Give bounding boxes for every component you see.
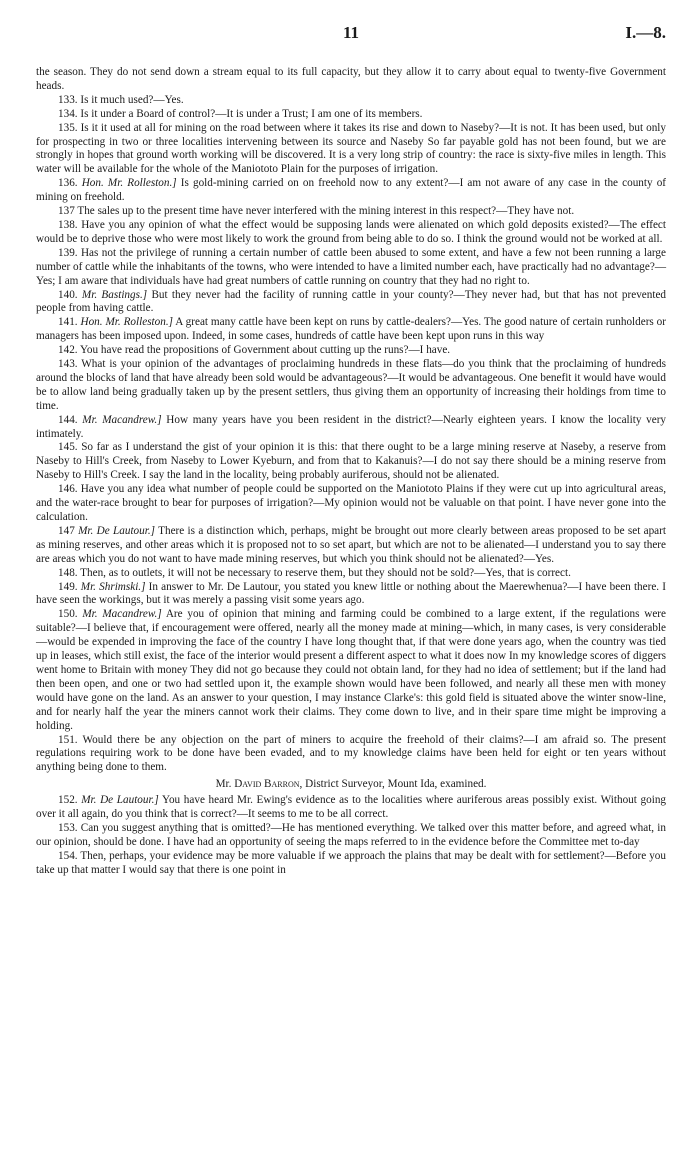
question-paragraph: [36, 177, 666, 205]
paragraph-text: 143. What is your opinion of the advantages of proclaiming hundreds in these flats—do you think that the proclaiming of hundreds around the blocks of land that have already been sold would be advantageous?—It would be advantageous. One benefit it would have would be to allow land being gradually taken up by the present settlers, thus giving them an opportunity of increasing their holdings from time to time.: [36, 358, 666, 412]
witness-description: , District Surveyor, Mount Ida, examined.: [299, 778, 487, 791]
speaker-name: Mr. De Lautour.]: [81, 794, 159, 807]
document-reference: I.—8.: [625, 23, 666, 42]
question-paragraph: [36, 794, 666, 822]
question-number: 144.: [58, 413, 78, 426]
question-paragraph: [36, 219, 666, 247]
paragraph-text: 138. Have you any opinion of what the effect would be supposing lands were alienated on which gold deposits existed?—The effect would be to deprive those who were most likely to work the ground from being able to do so. I think the ground would not be worked at all.: [36, 218, 666, 245]
question-paragraph: [36, 822, 666, 850]
paragraph-text: Is gold-mining carried on on freehold now to any extent?—I am not aware of any case in the county of mining on freehold.: [36, 177, 667, 204]
question-paragraph: [36, 525, 666, 567]
paragraph-text: 148. Then, as to outlets, it will not be necessary to reserve them, but they should not be sold?—Yes, that is correct.: [58, 566, 571, 579]
question-paragraph: [36, 94, 666, 108]
paragraph-text: You have heard Mr. Ewing's evidence as to the localities where auriferous areas possibly exist. Without going over it all again, do you think that is correct?—It seems to me to be all correct.: [36, 794, 667, 821]
question-number: 147: [58, 524, 75, 537]
paragraph-text: In answer to Mr. De Lautour, you stated you knew little or nothing about the Maerewhenua?—I have been there. I have seen the workings, but it was merely a passing visit some years ago.: [36, 580, 666, 607]
paragraph-text: 154. Then, perhaps, your evidence may be more valuable if we approach the plains that may be dealt with for settlement?—Before you take up that matter I would say that there is one point in: [36, 849, 666, 876]
question-number: 149.: [58, 580, 78, 593]
question-paragraph: [36, 608, 666, 733]
question-paragraph: [36, 66, 666, 94]
page-header: [36, 23, 666, 66]
witness-prefix: Mr.: [215, 778, 232, 791]
paragraph-text: 134. Is it under a Board of control?—It is under a Trust; I am one of its members.: [58, 107, 423, 120]
question-paragraph: [36, 108, 666, 122]
paragraph-text: 153. Can you suggest anything that is omitted?—He has mentioned everything. We talked over this matter before, and agreed what, in our opinion, should be done. I have had an opportunity of seeing the maps referred to in the evidence before the Committee met to-day: [36, 821, 666, 848]
question-number: 150.: [58, 608, 78, 621]
paragraph-text: 151. Would there be any objection on the part of miners to acquire the freehold of their claims?—I am afraid so. The present regulations requiring work to be done have been evaded, and to my knowledge claims have been held for eight or ten years without anything being done to them.: [36, 733, 666, 774]
question-number: 140.: [58, 288, 78, 301]
paragraph-text: There is a distinction which, perhaps, might be brought out more clearly between areas proposed to be set apart as mining reserves, and other areas which it is proposed not to so set apart, but which are not to be alienated—I understand you to say there are areas which you do not want to have made mining reserves, but which you think should not be alienated?—Yes.: [36, 524, 666, 565]
witness-heading: [36, 778, 666, 792]
question-paragraph: [36, 247, 666, 289]
question-paragraph: [36, 567, 666, 581]
paragraph-text: A great many cattle have been kept on runs by cattle-dealers?—Yes. The good nature of certain runholders or managers has been imposed upon. Indeed, in some cases, hundreds of cattle have been kept upon runs in this way: [36, 316, 667, 343]
paragraph-text: 142. You have read the propositions of Government about cutting up the runs?—I have.: [58, 344, 451, 357]
question-paragraph: [36, 316, 666, 344]
question-paragraph: [36, 850, 666, 878]
question-number: 152.: [58, 794, 78, 807]
paragraph-text: Are you of opinion that mining and farming could be combined to a large extent, if the regulations were suitable?—I believe that, if encouragement were offered, nearly all the money made at mining—which, in many cases, is very considerable—would be expended in improving the face of the country I have long thought that, if that were done years ago, when the country was tied up in leases, which still exist, the face of the interior would present a different aspect to what it does now In my knowledge scores of diggers went home to Britain with money They did not go because they could not obtain land, for they had no idea of settlement; but if the land had then been open, and one or two had settled upon it, the example shown would have been followed, and nearly all these men with money would have gone on the land. As an answer to your question, I may instance Clarke's: this gold field is situated above the winter snow-line, and for nearly half the year the miners cannot work their claims. They come down to live, and in their spare time might be improving a holding.: [36, 608, 666, 732]
witness-name: David Barron: [234, 778, 300, 791]
speaker-name: Mr. Bastings.]: [81, 288, 148, 301]
question-paragraph: [36, 205, 666, 219]
question-paragraph: [36, 483, 666, 525]
question-paragraph: [36, 344, 666, 358]
question-paragraph: [36, 441, 666, 483]
speaker-name: Hon. Mr. Rolleston.]: [81, 177, 177, 190]
paragraph-text: 137 The sales up to the present time have never interfered with the mining interest in this respect?—They have not.: [58, 205, 575, 218]
question-paragraph: [36, 734, 666, 776]
question-paragraph: [36, 358, 666, 414]
testimony-section: [36, 66, 666, 775]
speaker-name: Mr. Macandrew.]: [82, 608, 162, 621]
paragraph-text: 146. Have you any idea what number of people could be supported on the Maniototo Plains if they were cut up into agricultural areas, and the water-race brought to bear for purposes of irrigation?—My opinion would not be valuable on that point. I have never gone into the calculation.: [36, 483, 666, 523]
page-number: 11: [342, 23, 360, 42]
paragraph-text: 133. Is it much used?—Yes.: [58, 93, 184, 106]
speaker-name: Mr. De Lautour.]: [78, 524, 156, 537]
paragraph-text: the season. They do not send down a stream equal to its full capacity, but they allow it to carry about equal to twenty-five Government heads.: [36, 66, 666, 92]
speaker-name: Mr. Shrimski.]: [80, 580, 146, 593]
paragraph-text: 145. So far as I understand the gist of your opinion it is this: that there ought to be a large mining reserve at Naseby, a reserve from Naseby to Hill's Creek, from Naseby to Lower Kyeburn, and from that to Kakanuis?—I do not say there should be a mining reserve from Naseby to Hill's Creek. I say the land in the locality, being probably auriferous, should not be alienated.: [36, 441, 666, 482]
paragraph-text: 139. Has not the privilege of running a certain number of cattle been abused to some extent, and have a few not been running a large number of cattle while the inhabitants of the towns, who were intended to have a limited number each, have practically had no advantage?—Yes; I am aware that individuals have had great numbers of cattle running on country that they had no right to.: [36, 246, 667, 287]
question-paragraph: [36, 414, 666, 442]
testimony-section-continued: [36, 794, 666, 877]
question-paragraph: [36, 581, 666, 609]
question-number: 136.: [58, 177, 78, 190]
paragraph-text: How many years have you been resident in the district?—Nearly eighteen years. I know the locality very intimately.: [36, 413, 667, 440]
paragraph-text: 135. Is it it used at all for mining on the road between where it takes its rise and down to Naseby?—It is not. It has been used, but only for prospecting in two or three localities intervening between its source and Naseby So far payable gold has not been found, but we are strongly in hopes that ground worth working will be discovered. It is a very long strip of country: the race is sixty-five miles in length. This water will be available for the whole of the Maniototo Plain for the purposes of irrigation.: [36, 121, 666, 176]
speaker-name: Mr. Macandrew.]: [82, 413, 162, 426]
question-paragraph: [36, 289, 666, 317]
question-paragraph: [36, 122, 666, 178]
paragraph-text: But they never had the facility of running cattle in your county?—They never had, but that has not prevented people from having cattle.: [36, 288, 667, 315]
speaker-name: Hon. Mr. Rolleston.]: [80, 316, 173, 329]
question-number: 141.: [58, 316, 78, 329]
